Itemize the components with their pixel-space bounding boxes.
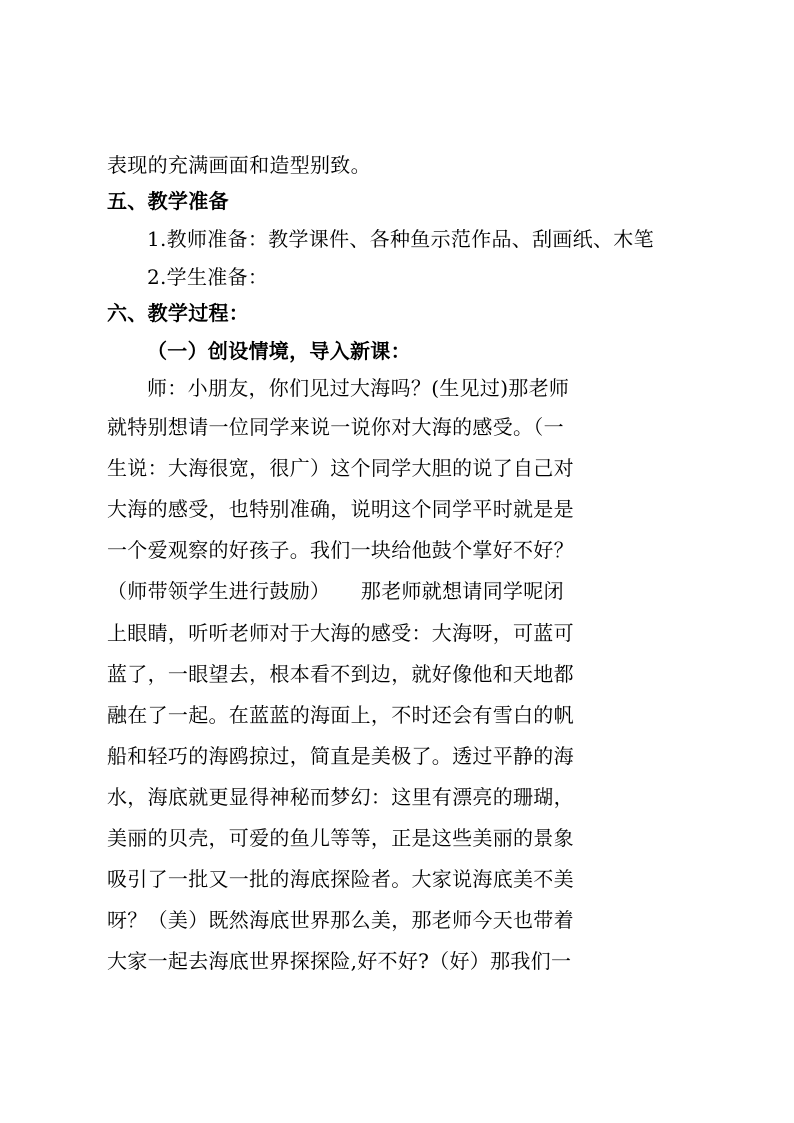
section-heading-process: 六、教学过程：: [107, 301, 250, 325]
subsection-heading: （一）创设情境，导入新课：: [147, 339, 411, 363]
list-item: 1.教师准备：教学课件、各种鱼示范作品、刮画纸、木笔: [147, 227, 654, 251]
paragraph-line: 大家一起去海底世界探探险,好不好?（好）那我们一: [107, 949, 572, 973]
paragraph-line: 船和轻巧的海鸥掠过，简直是美极了。透过平静的海: [107, 744, 574, 768]
paragraph-line: （师带领学生进行鼓励） 那老师就想请同学呢闭: [107, 579, 564, 603]
section-heading-preparation: 五、教学准备: [107, 189, 229, 213]
continuation-text: 表现的充满画面和造型别致。: [107, 153, 371, 177]
paragraph-line: 美丽的贝壳，可爱的鱼儿等等，正是这些美丽的景象: [107, 826, 574, 850]
paragraph-line: 大海的感受，也特别准确，说明这个同学平时就是是: [107, 497, 574, 521]
paragraph-line: 师：小朋友，你们见过大海吗？(生见过)那老师: [147, 376, 570, 400]
paragraph-line: 融在了一起。在蓝蓝的海面上，不时还会有雪白的帆: [107, 703, 574, 727]
paragraph-line: 水，海底就更显得神秘而梦幻：这里有漂亮的珊瑚，: [107, 785, 574, 809]
paragraph-line: 吸引了一批又一批的海底探险者。大家说海底美不美: [107, 867, 574, 891]
paragraph-line: 上眼睛，听听老师对于大海的感受：大海呀，可蓝可: [107, 621, 574, 645]
paragraph-line: 蓝了，一眼望去，根本看不到边，就好像他和天地都: [107, 662, 574, 686]
paragraph-line: 生说：大海很宽，很广）这个同学大胆的说了自己对: [107, 456, 574, 480]
list-item: 2.学生准备：: [147, 265, 269, 289]
paragraph-line: 一个爱观察的好孩子。我们一块给他鼓个掌好不好？: [107, 538, 574, 562]
paragraph-line: 呀？（美）既然海底世界那么美，那老师今天也带着: [107, 908, 574, 932]
paragraph-line: 就特别想请一位同学来说一说你对大海的感受。（一: [107, 415, 564, 439]
